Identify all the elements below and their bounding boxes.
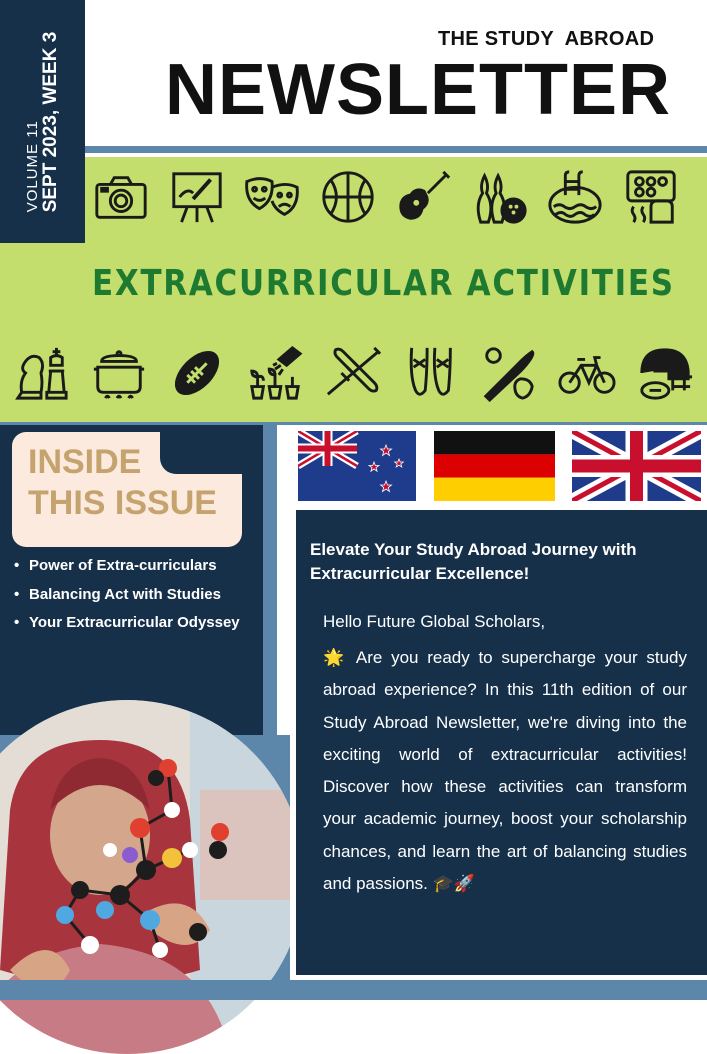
new-zealand-flag: [298, 431, 416, 501]
masthead-rule: [85, 146, 707, 153]
bowling-icon: [467, 164, 533, 230]
swimming-pool-icon: [542, 164, 608, 230]
chess-icon: [8, 340, 74, 406]
united-kingdom-flag: [572, 431, 701, 501]
footer-band: [0, 980, 707, 1000]
newsletter-title: NEWSLETTER: [165, 50, 671, 130]
article-body: 🌟 Are you ready to supercharge your study abroad experience? In this 11th edition of our Study Abroad Newsletter, we're diving into the exciting world of extracurricular activities! Discover how these activities can transform your academic journey, boost your scholarship chances, and learn the art of balancing studies and passions. 🎓🚀: [323, 648, 687, 894]
baking-icon: [618, 164, 684, 230]
volume-number: VOLUME 11: [24, 120, 42, 213]
issue-date: SEPT 2023, WEEK 3: [39, 31, 61, 213]
banner-title: EXTRACURRICULAR ACTIVITIES: [92, 263, 675, 304]
list-item: • Balancing Act with Studies: [14, 581, 254, 610]
article-headline: Elevate Your Study Abroad Journey with Extracurricular Excellence!: [310, 540, 637, 583]
volume-sidebar: [0, 0, 85, 243]
gardening-icon: [242, 340, 308, 406]
list-item: • Your Extracurricular Odyssey: [14, 609, 254, 638]
theater-masks-icon: [239, 164, 305, 230]
ballet-shoes-icon: [398, 340, 464, 406]
american-football-icon: [164, 340, 230, 406]
baseball-icon: [476, 340, 542, 406]
bicycle-icon: [554, 340, 620, 406]
kicker-text: THE STUDY ABROAD: [438, 28, 655, 50]
camera-icon: [88, 164, 154, 230]
issue-contents-list: [14, 552, 254, 638]
volume-date-label: [25, 32, 61, 213]
guitar-icon: [391, 164, 457, 230]
football-helmet-icon: [632, 340, 698, 406]
inside-title-line1: INSIDE: [28, 443, 142, 481]
inside-title-line2: THIS ISSUE: [28, 484, 217, 522]
basketball-icon: [315, 164, 381, 230]
article-greeting: Hello Future Global Scholars,: [323, 612, 546, 631]
easel-icon: [164, 164, 230, 230]
activity-icons-top: [88, 164, 684, 230]
cooking-pot-icon: [86, 340, 152, 406]
inside-panel-accent: [263, 425, 277, 735]
inside-this-issue-title: [28, 442, 217, 524]
list-item: • Power of Extra-curriculars: [14, 552, 254, 581]
activity-icons-bottom: [8, 340, 698, 406]
germany-flag: [434, 431, 555, 501]
rowing-icon: [320, 340, 386, 406]
